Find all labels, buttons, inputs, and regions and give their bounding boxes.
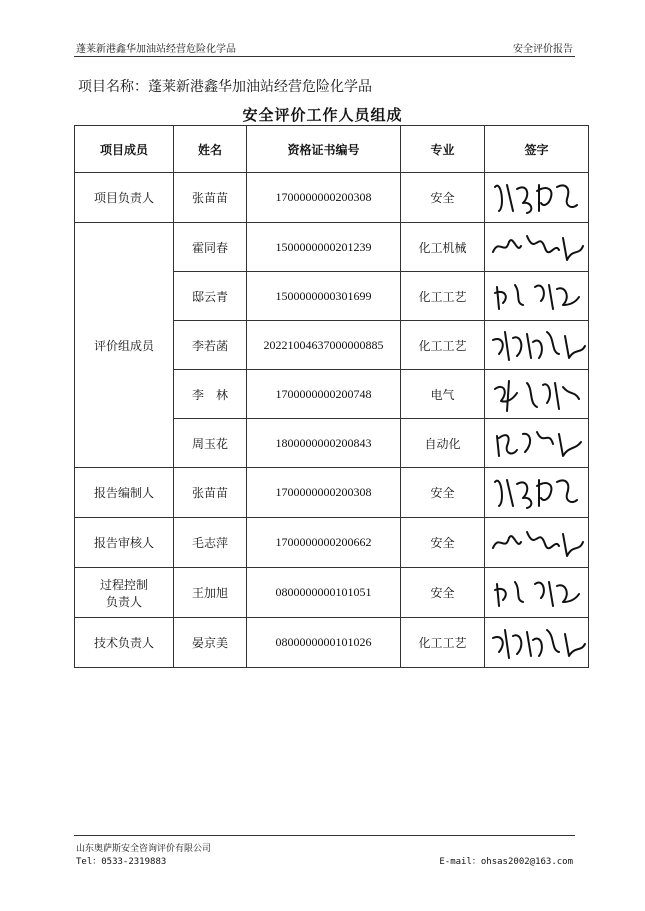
footer-divider (74, 835, 575, 836)
handwritten-signature (487, 572, 587, 614)
column-header-role: 项目成员 (75, 126, 174, 173)
major-cell: 自动化 (401, 419, 485, 468)
handwritten-signature (487, 522, 587, 564)
name-cell: 王加旭 (174, 568, 247, 618)
signature-cell (485, 618, 589, 668)
name-cell: 毛志萍 (174, 518, 247, 568)
handwritten-signature (487, 275, 587, 317)
role-cell: 过程控制 负责人 (75, 568, 174, 618)
header-divider (74, 56, 575, 57)
signature-cell (485, 272, 589, 321)
column-header-name: 姓名 (174, 126, 247, 173)
cert-cell: 1700000000200662 (247, 518, 401, 568)
signature-cell (485, 568, 589, 618)
cert-cell: 1700000000200308 (247, 173, 401, 223)
major-cell: 化工工艺 (401, 272, 485, 321)
name-cell: 李 林 (174, 370, 247, 419)
major-cell: 化工工艺 (401, 321, 485, 370)
cert-cell: 1500000000301699 (247, 272, 401, 321)
cert-cell: 20221004637000000885 (247, 321, 401, 370)
cert-cell: 1500000000201239 (247, 223, 401, 272)
project-line (78, 76, 372, 96)
header-doc-title: 蓬莱新港鑫华加油站经营危险化学品 (76, 44, 236, 55)
signature-cell (485, 370, 589, 419)
handwritten-signature (487, 226, 587, 268)
name-cell: 邸云青 (174, 272, 247, 321)
role-cell: 报告编制人 (75, 468, 174, 518)
handwritten-signature (487, 177, 587, 219)
footer-tel: Tel：0533-2319883 (76, 857, 167, 867)
project-name: 蓬莱新港鑫华加油站经营危险化学品 (148, 79, 372, 95)
role-cell: 技术负责人 (75, 618, 174, 668)
name-cell: 张苗苗 (174, 468, 247, 518)
name-cell: 霍同春 (174, 223, 247, 272)
major-cell: 安全 (401, 173, 485, 223)
major-cell: 电气 (401, 370, 485, 419)
role-cell: 项目负责人 (75, 173, 174, 223)
table-header-row (75, 126, 589, 173)
name-cell: 周玉花 (174, 419, 247, 468)
major-cell: 安全 (401, 468, 485, 518)
column-header-major: 专业 (401, 126, 485, 173)
handwritten-signature (487, 373, 587, 415)
major-cell: 安全 (401, 518, 485, 568)
table-row (75, 518, 589, 568)
handwritten-signature (487, 324, 587, 366)
table-row (75, 468, 589, 518)
handwritten-signature (487, 472, 587, 514)
table-row (75, 618, 589, 668)
name-cell: 晏京美 (174, 618, 247, 668)
major-cell: 化工机械 (401, 223, 485, 272)
signature-cell (485, 321, 589, 370)
signature-cell (485, 173, 589, 223)
table-row (75, 223, 589, 272)
signature-cell (485, 419, 589, 468)
table-row (75, 568, 589, 618)
header-report-type: 安全评价报告 (513, 44, 573, 55)
project-label: 项目名称： (78, 79, 148, 95)
major-cell: 安全 (401, 568, 485, 618)
column-header-signature: 签字 (485, 126, 589, 173)
signature-cell (485, 518, 589, 568)
name-cell: 张苗苗 (174, 173, 247, 223)
page-title: 安全评价工作人员组成 (242, 106, 403, 124)
footer-email: E-mail：ohsas2002@163.com (439, 857, 573, 867)
signature-cell (485, 223, 589, 272)
handwritten-signature (487, 422, 587, 464)
cert-cell: 1800000000200843 (247, 419, 401, 468)
staff-table (74, 125, 589, 668)
table-row (75, 173, 589, 223)
cert-cell: 0800000000101051 (247, 568, 401, 618)
footer-company: 山东奥萨斯安全咨询评价有限公司 (76, 844, 212, 854)
name-cell: 李若菡 (174, 321, 247, 370)
cert-cell: 1700000000200748 (247, 370, 401, 419)
handwritten-signature (487, 622, 587, 664)
role-cell: 报告审核人 (75, 518, 174, 568)
major-cell: 化工工艺 (401, 618, 485, 668)
cert-cell: 1700000000200308 (247, 468, 401, 518)
cert-cell: 0800000000101026 (247, 618, 401, 668)
role-cell: 评价组成员 (75, 223, 174, 468)
column-header-cert: 资格证书编号 (247, 126, 401, 173)
signature-cell (485, 468, 589, 518)
